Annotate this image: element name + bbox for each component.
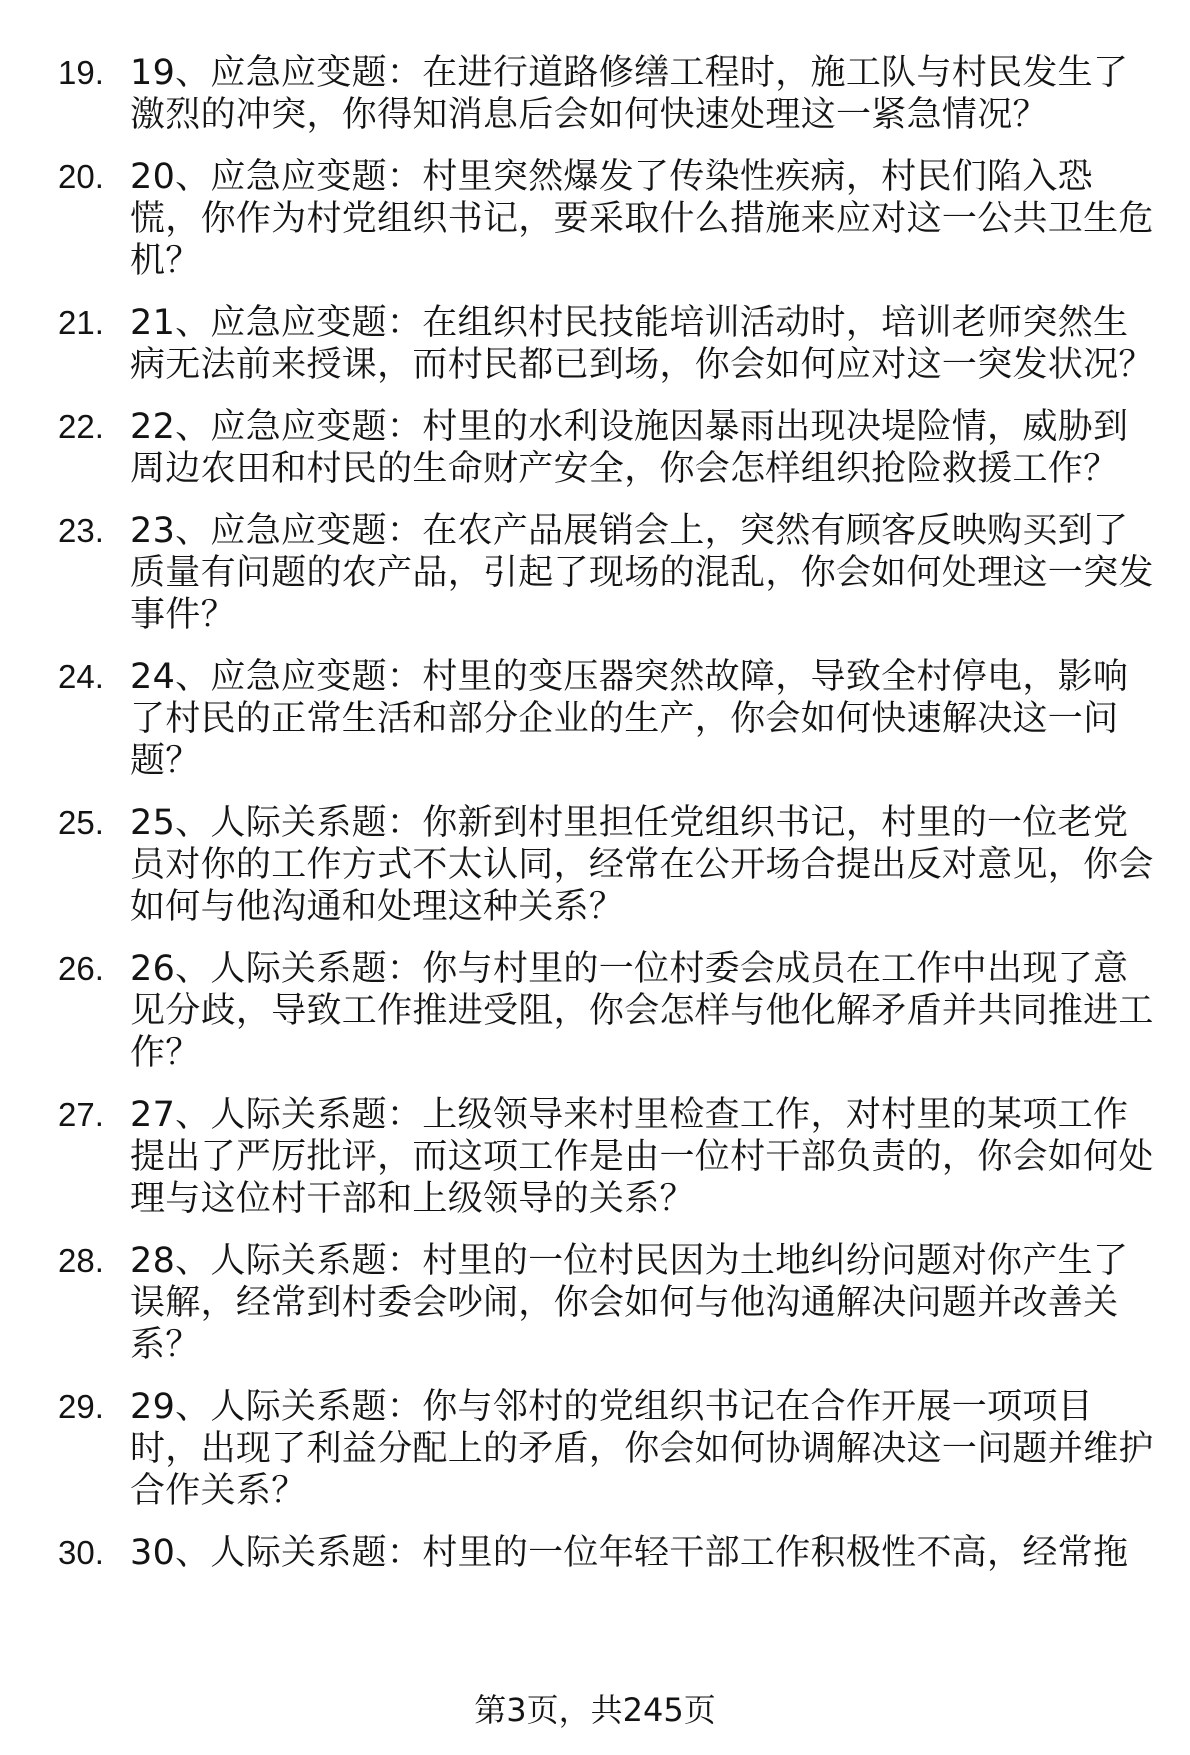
question-text: 19、应急应变题：在进行道路修缮工程时，施工队与村民发生了激烈的冲突，你得知消息后会如何快速处理这一紧急情况？ bbox=[130, 53, 1129, 135]
question-text: 24、应急应变题：村里的变压器突然故障，导致全村停电，影响了村民的正常生活和部分企业的生产，你会如何快速解决这一问题？ bbox=[130, 657, 1129, 781]
question-number: 22. bbox=[58, 408, 104, 445]
question-text: 25、人际关系题：你新到村里担任党组织书记，村里的一位老党员对你的工作方式不太认同，经常在公开场合提出反对意见，你会如何与他沟通和处理这种关系？ bbox=[130, 803, 1154, 927]
question-number: 30. bbox=[58, 1534, 104, 1571]
list-item bbox=[58, 1386, 1163, 1512]
list-item bbox=[58, 406, 1163, 490]
question-text: 29、人际关系题：你与邻村的党组织书记在合作开展一项项目时，出现了利益分配上的矛盾，你会如何协调解决这一问题并维护合作关系？ bbox=[130, 1387, 1154, 1511]
question-number: 25. bbox=[58, 804, 104, 841]
question-number: 21. bbox=[58, 304, 104, 341]
list-item bbox=[58, 510, 1163, 636]
question-text: 28、人际关系题：村里的一位村民因为土地纠纷问题对你产生了误解，经常到村委会吵闹，你会如何与他沟通解决问题并改善关系？ bbox=[130, 1241, 1129, 1365]
list-item bbox=[58, 656, 1163, 782]
question-text: 22、应急应变题：村里的水利设施因暴雨出现决堤险情，威胁到周边农田和村民的生命财产安全，你会怎样组织抢险救援工作？ bbox=[130, 407, 1129, 489]
question-number: 29. bbox=[58, 1388, 104, 1425]
question-number: 24. bbox=[58, 658, 104, 695]
list-item bbox=[58, 1532, 1163, 1574]
question-text: 21、应急应变题：在组织村民技能培训活动时，培训老师突然生病无法前来授课，而村民都已到场，你会如何应对这一突发状况？ bbox=[130, 303, 1154, 385]
question-number: 19. bbox=[58, 54, 104, 91]
list-item bbox=[58, 948, 1163, 1074]
question-text: 23、应急应变题：在农产品展销会上，突然有顾客反映购买到了质量有问题的农产品，引起了现场的混乱，你会如何处理这一突发事件？ bbox=[130, 511, 1154, 635]
list-item bbox=[58, 802, 1163, 928]
question-number: 28. bbox=[58, 1242, 104, 1279]
list-item bbox=[58, 156, 1163, 282]
question-number: 23. bbox=[58, 512, 104, 549]
page-footer: 第3页，共245页 bbox=[474, 1691, 716, 1729]
list-item bbox=[58, 302, 1163, 386]
list-item bbox=[58, 52, 1163, 136]
question-text: 27、人际关系题：上级领导来村里检查工作，对村里的某项工作提出了严厉批评，而这项工作是由一位村干部负责的，你会如何处理与这位村干部和上级领导的关系？ bbox=[130, 1095, 1154, 1219]
list-item bbox=[58, 1094, 1163, 1220]
question-text: 30、人际关系题：村里的一位年轻干部工作积极性不高，经常拖 bbox=[130, 1533, 1129, 1573]
question-list bbox=[58, 52, 1163, 1594]
question-number: 26. bbox=[58, 950, 104, 987]
question-number: 20. bbox=[58, 158, 104, 195]
question-number: 27. bbox=[58, 1096, 104, 1133]
list-item bbox=[58, 1240, 1163, 1366]
question-text: 26、人际关系题：你与村里的一位村委会成员在工作中出现了意见分歧，导致工作推进受阻，你会怎样与他化解矛盾并共同推进工作？ bbox=[130, 949, 1154, 1073]
question-text: 20、应急应变题：村里突然爆发了传染性疾病，村民们陷入恐慌，你作为村党组织书记，要采取什么措施来应对这一公共卫生危机？ bbox=[130, 157, 1154, 281]
